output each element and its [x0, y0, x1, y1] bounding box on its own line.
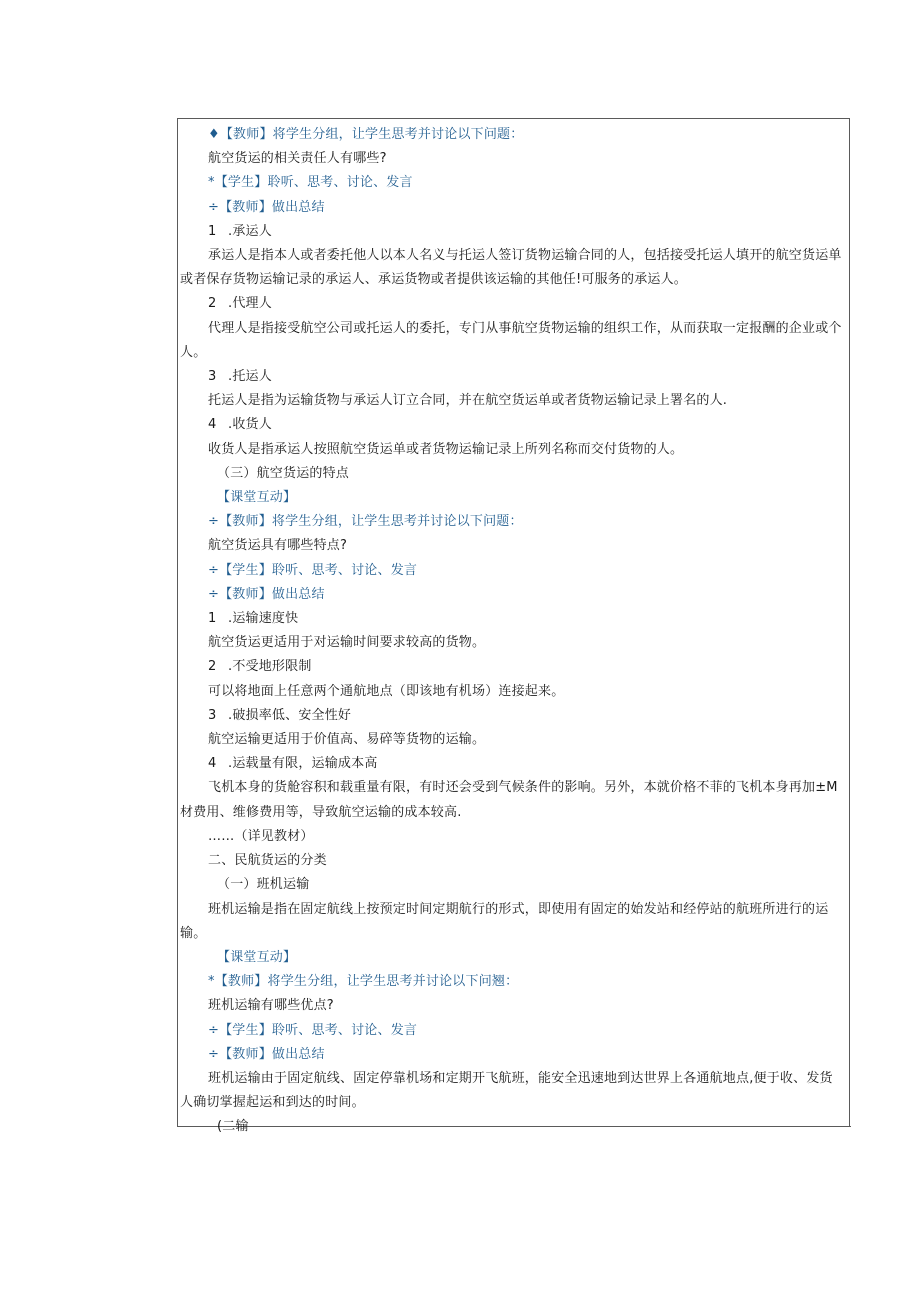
- paragraph: 代理人是指接受航空公司或托运人的委托，专门从事航空货物运输的组织工作，从而获取一定报酬的企业或个人。: [180, 320, 842, 360]
- paragraph: 可以将地面上任意两个通航地点（即该地有机场）连接起来。: [208, 683, 565, 699]
- list-item-heading: 3 .托运人: [208, 369, 272, 385]
- teacher-instruction: *【教师】将学生分组，让学生思考并讨论以下问翘：: [208, 974, 519, 990]
- teacher-summary: ÷【教师】做出总结: [208, 199, 325, 215]
- list-item-heading: 4 .收货人: [208, 417, 272, 433]
- list-item-heading: 4 .运载量有限，运输成本高: [208, 756, 378, 772]
- subsection-heading-truncated: (二输: [217, 1119, 249, 1135]
- list-item-heading: 2 .不受地形限制: [208, 659, 312, 675]
- section-heading: 二、民航货运的分类: [208, 853, 327, 869]
- teacher-summary: ÷【教师】做出总结: [208, 1046, 325, 1062]
- list-item-heading: 1 .运输速度快: [208, 611, 299, 627]
- student-activity: *【学生】聆听、思考、讨论、发言: [208, 175, 413, 191]
- paragraph: 班机运输是指在固定航线上按预定时间定期航行的形式，即使用有固定的始发站和经停站的航班所进行的运输。: [180, 901, 829, 941]
- list-item-heading: 3 .破损率低、安全性好: [208, 707, 352, 723]
- question: 航空货运的相关责任人有哪些?: [208, 151, 387, 167]
- subsection-heading: （一）班机运输: [217, 877, 310, 893]
- paragraph: 班机运输由于固定航线、固定停靠机场和定期开飞航班，能安全迅速地到达世界上各通航地点,便于收、发货人确切掌握起运和到达的时间。: [180, 1070, 833, 1111]
- see-textbook-note: ……（详见教材）: [208, 828, 314, 844]
- paragraph: 飞机本身的货舱容积和载重量有限，有时还会受到气候条件的影响。另外，本就价格不菲的飞机本身再加±M材费用、维修费用等，导致航空运输的成本较高.: [180, 780, 838, 820]
- paragraph: 收货人是指承运人按照航空货运单或者货物运输记录上所列名称而交付货物的人。: [208, 441, 684, 457]
- teacher-instruction: ♦【教师】将学生分组，让学生思考并讨论以下问题：: [208, 127, 524, 142]
- question: 航空货运具有哪些特点?: [208, 538, 348, 554]
- document-body: [180, 123, 844, 1140]
- teacher-instruction: ÷【教师】将学生分组，让学生思考并讨论以下问题：: [208, 514, 523, 530]
- classroom-interaction-label: 【课堂互动】: [217, 490, 297, 506]
- paragraph: 航空运输更适用于价值高、易碎等货物的运输。: [208, 732, 486, 748]
- list-item-heading: 1 .承运人: [208, 223, 272, 239]
- classroom-interaction-label: 【课堂互动】: [217, 949, 297, 965]
- student-activity: ÷【学生】聆听、思考、讨论、发言: [208, 1022, 418, 1038]
- list-item-heading: 2 .代理人: [208, 296, 272, 312]
- section-heading: （三）航空货运的特点: [217, 465, 350, 481]
- student-activity: ÷【学生】聆听、思考、讨论、发言: [208, 562, 418, 578]
- paragraph: 承运人是指本人或者委托他人以本人名义与托运人签订货物运输合同的人，包括接受托运人填开的航空货运单或者保存货物运输记录的承运人、承运货物或者提供该运输的其他任!可服务的承运人。: [180, 248, 842, 288]
- teacher-summary: ÷【教师】做出总结: [208, 586, 325, 602]
- paragraph: 航空货运更适用于对运输时间要求较高的货物。: [208, 635, 486, 651]
- paragraph: 托运人是指为运输货物与承运人订立合同，并在航空货运单或者货物运输记录上署名的人.: [208, 393, 728, 409]
- question: 班机运输有哪些优点?: [208, 998, 334, 1014]
